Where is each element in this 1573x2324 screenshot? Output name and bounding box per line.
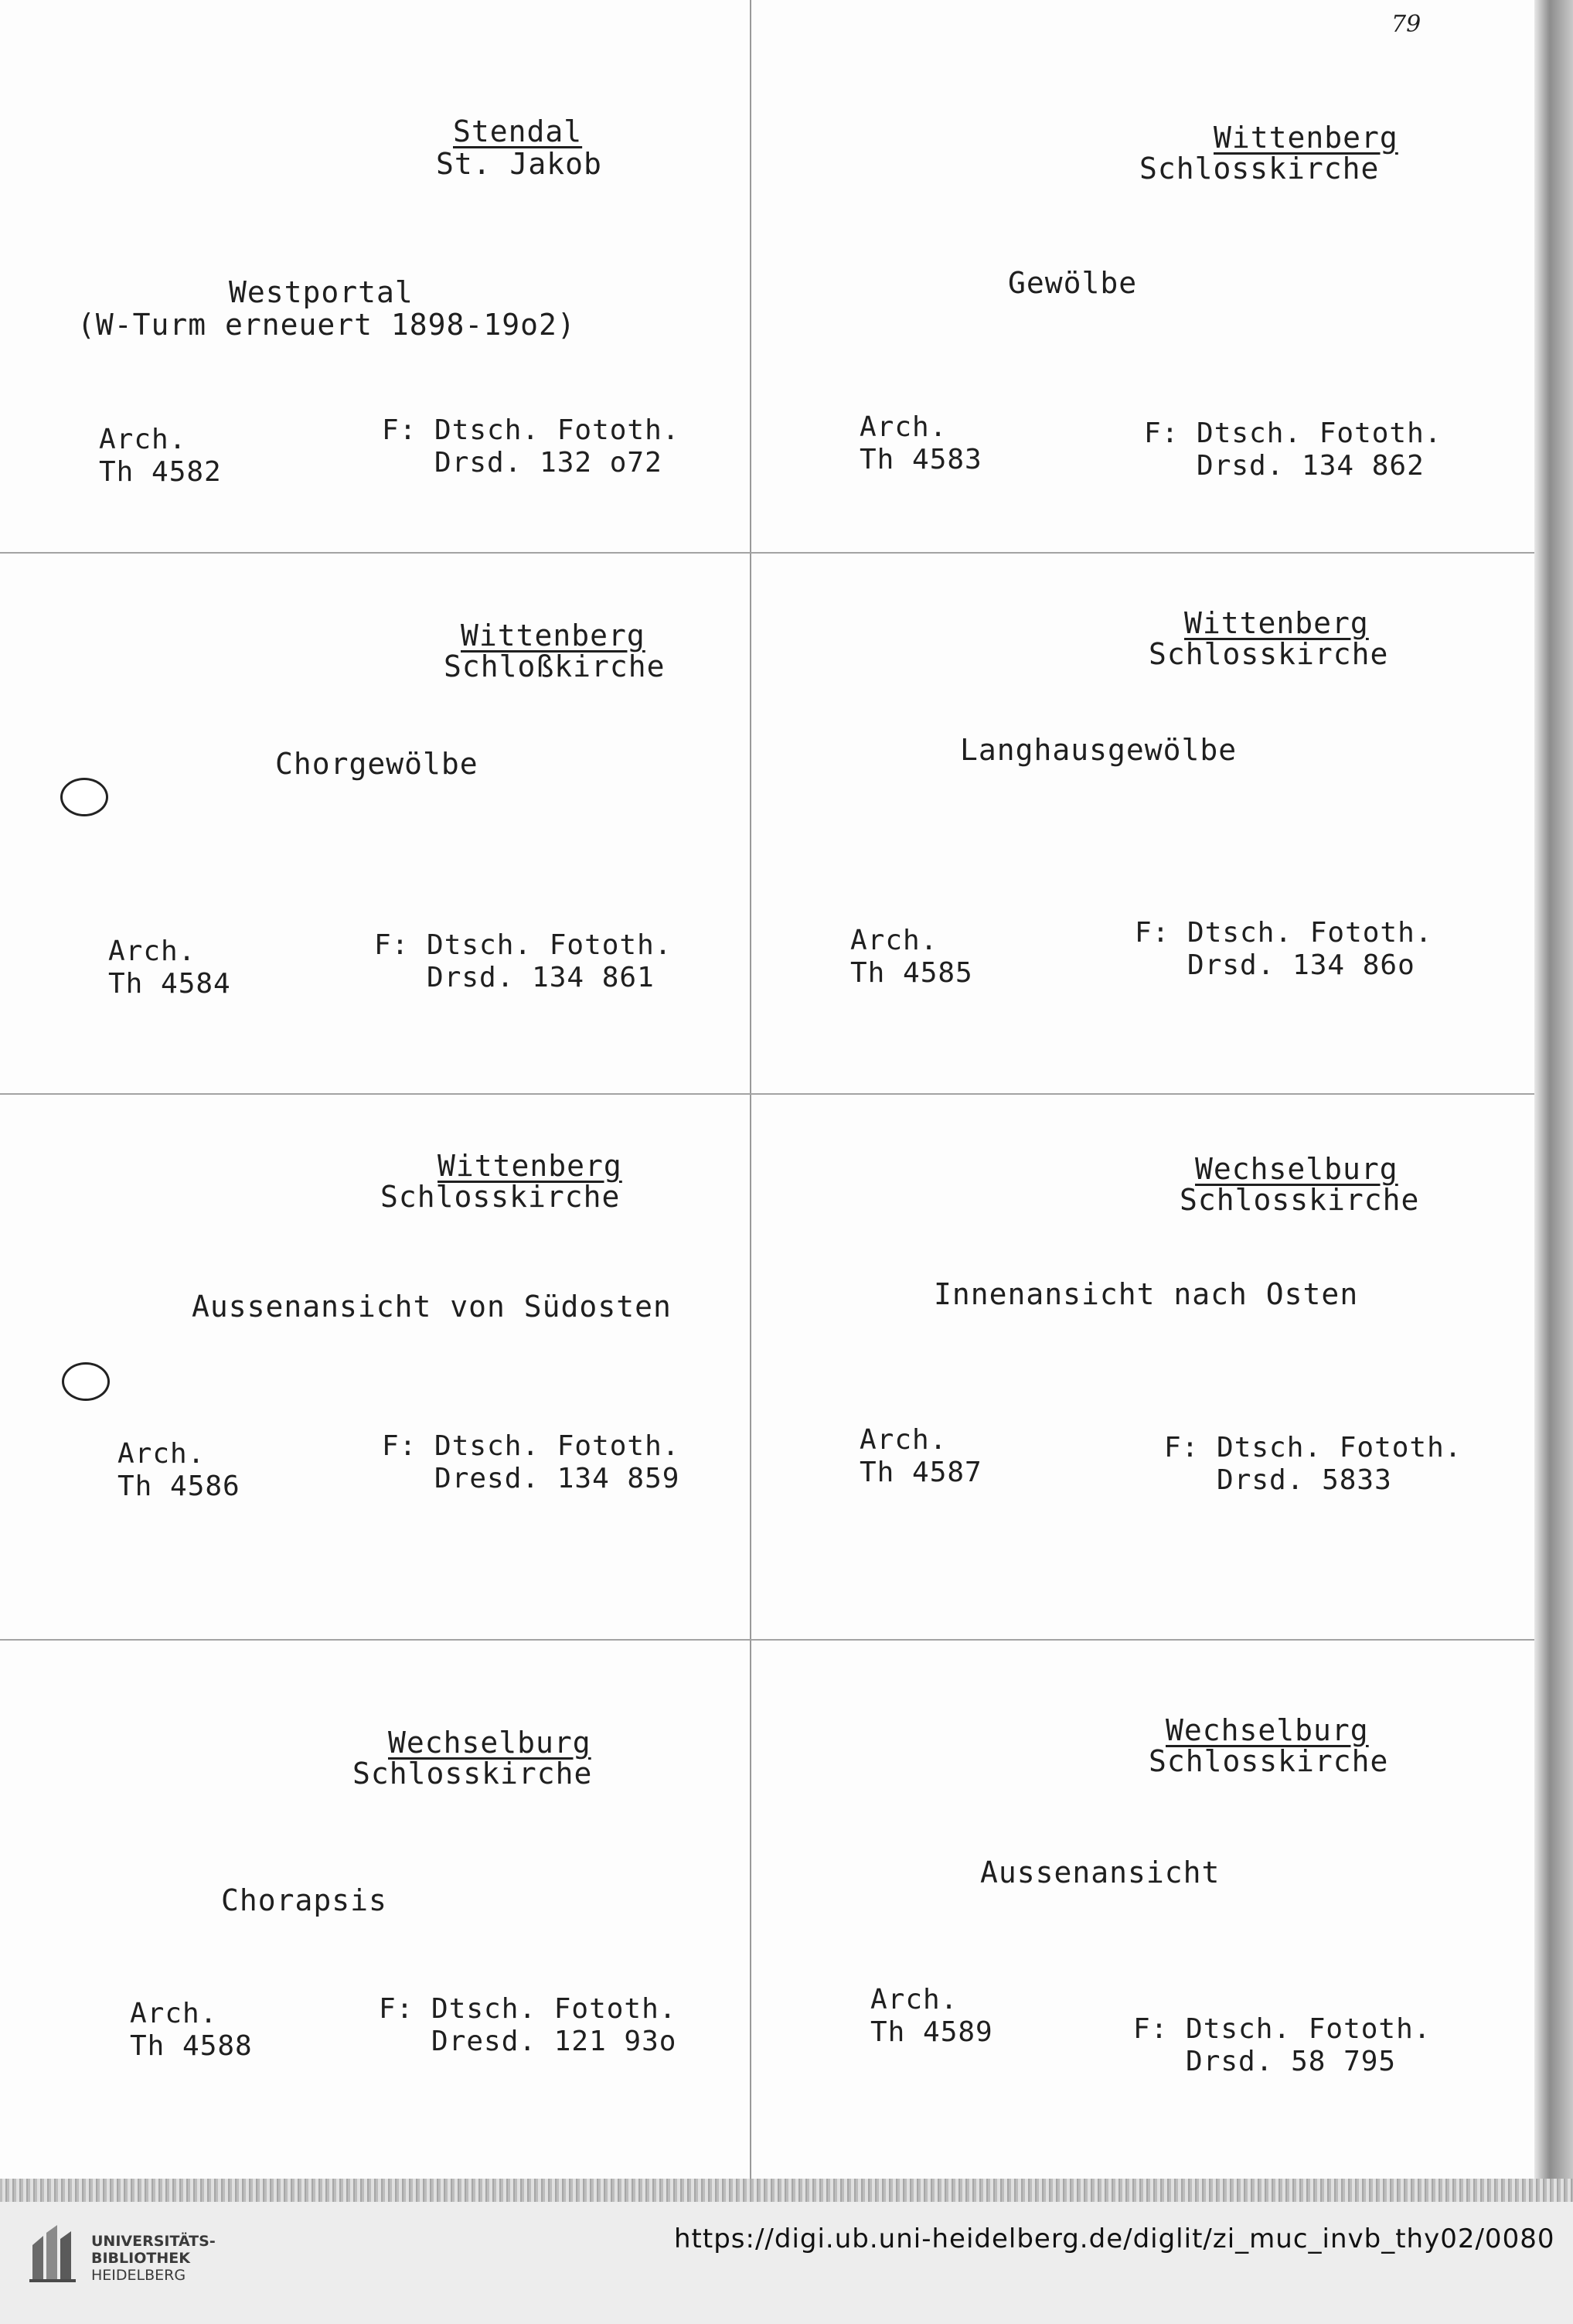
card-source: F: Dtsch. Fototh. bbox=[1133, 2013, 1432, 2045]
logo-line-1: UNIVERSITÄTS- bbox=[91, 2233, 216, 2250]
card-church: Schlosskirche bbox=[380, 1180, 621, 1214]
column-divider bbox=[750, 0, 751, 2180]
library-logo-text bbox=[91, 2233, 216, 2284]
card-source-ref: Drsd. 134 862 bbox=[1144, 450, 1425, 482]
card-place: Wittenberg bbox=[1214, 121, 1398, 155]
punch-hole bbox=[60, 778, 108, 816]
card-arch-number: Th 4585 bbox=[850, 957, 973, 989]
card-place: Wechselburg bbox=[1166, 1713, 1369, 1747]
card-arch-number: Th 4584 bbox=[108, 968, 231, 1000]
viewer-footer bbox=[0, 2202, 1573, 2324]
card-source: F: Dtsch. Fototh. bbox=[379, 1993, 677, 2025]
card-place: Wechselburg bbox=[1195, 1152, 1398, 1186]
card-place: Stendal bbox=[453, 114, 583, 148]
card-arch-label: Arch. bbox=[99, 424, 187, 455]
library-logo-icon bbox=[28, 2222, 79, 2284]
row-divider-1 bbox=[0, 552, 1534, 554]
card-church: Schlosskirche bbox=[352, 1757, 593, 1791]
card-subject: Langhausgewölbe bbox=[960, 733, 1238, 767]
card-source: F: Dtsch. Fototh. bbox=[382, 1430, 680, 1462]
card-church: Schlosskirche bbox=[1149, 1744, 1389, 1778]
card-arch-number: Th 4582 bbox=[99, 456, 222, 488]
card-arch-label: Arch. bbox=[117, 1438, 206, 1470]
card-subject: Chorapsis bbox=[221, 1883, 387, 1917]
card-source-ref: Dresd. 134 859 bbox=[382, 1463, 680, 1494]
row-divider-3 bbox=[0, 1639, 1534, 1641]
card-source-ref: Drsd. 132 o72 bbox=[382, 447, 662, 479]
card-church: Schlosskirche bbox=[1180, 1183, 1420, 1217]
card-arch-number: Th 4586 bbox=[117, 1470, 240, 1502]
card-church: Schlosskirche bbox=[1139, 152, 1380, 186]
card-subject-note: (W-Turm erneuert 1898-19o2) bbox=[77, 308, 576, 342]
card-subject: Gewölbe bbox=[1008, 266, 1138, 300]
card-subject: Westportal bbox=[229, 275, 414, 309]
logo-line-2: BIBLIOTHEK bbox=[91, 2250, 190, 2267]
card-arch-label: Arch. bbox=[108, 935, 196, 967]
card-place: Wittenberg bbox=[461, 618, 645, 653]
card-place: Wittenberg bbox=[1184, 606, 1369, 640]
card-arch-number: Th 4589 bbox=[870, 2016, 993, 2048]
card-church: Schloßkirche bbox=[444, 649, 666, 683]
row-divider-2 bbox=[0, 1093, 1534, 1095]
card-place: Wittenberg bbox=[438, 1149, 622, 1183]
card-source-ref: Drsd. 134 86o bbox=[1135, 949, 1415, 981]
card-source: F: Dtsch. Fototh. bbox=[1135, 917, 1433, 949]
card-source: F: Dtsch. Fototh. bbox=[1144, 417, 1442, 449]
card-source-ref: Drsd. 58 795 bbox=[1133, 2046, 1397, 2077]
card-arch-label: Arch. bbox=[850, 925, 938, 956]
card-subject: Aussenansicht bbox=[980, 1855, 1221, 1890]
scan-bottom-edge bbox=[0, 2179, 1573, 2202]
permalink-url[interactable]: https://digi.ub.uni-heidelberg.de/diglit/zi_muc_invb_thy02/0080 bbox=[674, 2223, 1555, 2254]
card-arch-label: Arch. bbox=[860, 411, 948, 443]
card-arch-label: Arch. bbox=[130, 1998, 218, 2029]
card-place: Wechselburg bbox=[388, 1726, 591, 1760]
card-church: Schlosskirche bbox=[1149, 637, 1389, 671]
card-church: St. Jakob bbox=[436, 147, 602, 181]
card-source: F: Dtsch. Fototh. bbox=[1164, 1432, 1462, 1464]
card-arch-number: Th 4588 bbox=[130, 2030, 253, 2062]
card-subject: Innenansicht nach Osten bbox=[934, 1277, 1359, 1311]
card-source-ref: Drsd. 134 861 bbox=[374, 962, 655, 993]
logo-line-3: HEIDELBERG bbox=[91, 2267, 186, 2284]
punch-hole bbox=[62, 1362, 110, 1401]
card-subject: Chorgewölbe bbox=[275, 747, 478, 781]
card-source-ref: Drsd. 5833 bbox=[1164, 1464, 1392, 1496]
card-arch-label: Arch. bbox=[860, 1424, 948, 1456]
page-number: 79 bbox=[1391, 11, 1421, 38]
card-arch-number: Th 4587 bbox=[860, 1457, 982, 1488]
card-source: F: Dtsch. Fototh. bbox=[374, 929, 672, 961]
card-arch-number: Th 4583 bbox=[860, 444, 982, 475]
card-arch-label: Arch. bbox=[870, 1984, 958, 2016]
card-source: F: Dtsch. Fototh. bbox=[382, 414, 680, 446]
card-subject: Aussenansicht von Südosten bbox=[192, 1290, 672, 1324]
sheet-edge-shadow bbox=[1534, 0, 1573, 2200]
card-source-ref: Dresd. 121 93o bbox=[379, 2026, 677, 2057]
